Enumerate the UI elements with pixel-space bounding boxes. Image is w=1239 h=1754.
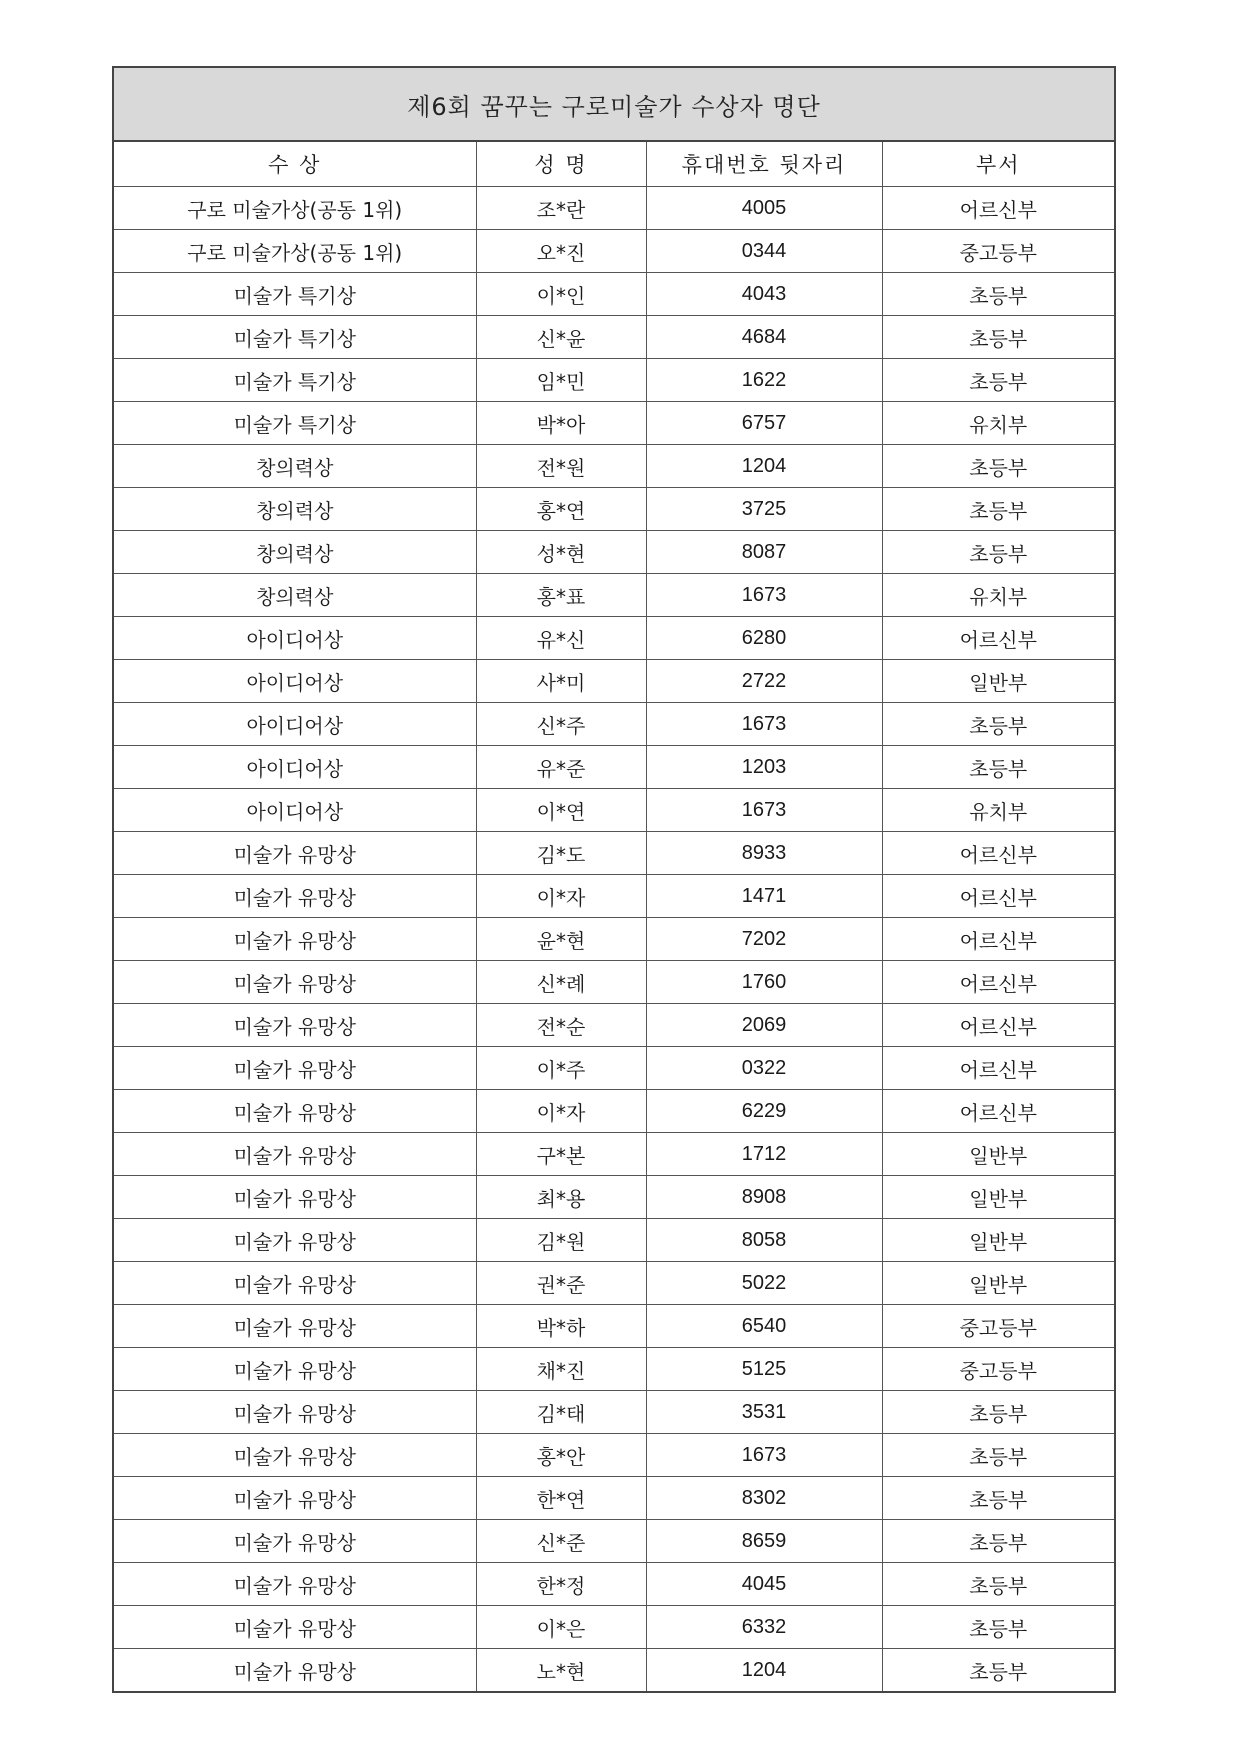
dept-cell: 초등부 xyxy=(882,1477,1114,1520)
award-cell: 아이디어상 xyxy=(114,789,476,832)
dept-cell: 어르신부 xyxy=(882,1004,1114,1047)
phone-cell: 2722 xyxy=(646,660,882,703)
table-row xyxy=(114,1090,1114,1133)
name-cell: 전*원 xyxy=(476,445,646,488)
table-row xyxy=(114,445,1114,488)
award-cell: 아이디어상 xyxy=(114,660,476,703)
table-row xyxy=(114,961,1114,1004)
name-cell: 유*준 xyxy=(476,746,646,789)
name-cell: 노*현 xyxy=(476,1649,646,1692)
name-cell: 전*순 xyxy=(476,1004,646,1047)
award-cell: 아이디어상 xyxy=(114,746,476,789)
name-cell: 한*정 xyxy=(476,1563,646,1606)
header-dept: 부서 xyxy=(882,142,1114,187)
table-row xyxy=(114,918,1114,961)
table-row xyxy=(114,617,1114,660)
phone-cell: 6540 xyxy=(646,1305,882,1348)
name-cell: 신*례 xyxy=(476,961,646,1004)
table-row xyxy=(114,273,1114,316)
table-row xyxy=(114,660,1114,703)
award-cell: 미술가 유망상 xyxy=(114,1520,476,1563)
dept-cell: 초등부 xyxy=(882,1391,1114,1434)
name-cell: 조*란 xyxy=(476,187,646,230)
phone-cell: 5022 xyxy=(646,1262,882,1305)
dept-cell: 초등부 xyxy=(882,531,1114,574)
name-cell: 한*연 xyxy=(476,1477,646,1520)
award-cell: 구로 미술가상(공동 1위) xyxy=(114,230,476,273)
award-cell: 미술가 유망상 xyxy=(114,1348,476,1391)
name-cell: 홍*연 xyxy=(476,488,646,531)
dept-cell: 어르신부 xyxy=(882,918,1114,961)
dept-cell: 유치부 xyxy=(882,402,1114,445)
award-cell: 미술가 유망상 xyxy=(114,961,476,1004)
table-row xyxy=(114,1563,1114,1606)
phone-cell: 1673 xyxy=(646,703,882,746)
phone-cell: 2069 xyxy=(646,1004,882,1047)
name-cell: 김*원 xyxy=(476,1219,646,1262)
award-cell: 미술가 특기상 xyxy=(114,402,476,445)
phone-cell: 1471 xyxy=(646,875,882,918)
award-cell: 창의력상 xyxy=(114,531,476,574)
award-cell: 미술가 유망상 xyxy=(114,1090,476,1133)
table-row xyxy=(114,703,1114,746)
award-cell: 미술가 유망상 xyxy=(114,1563,476,1606)
table-row xyxy=(114,402,1114,445)
dept-cell: 어르신부 xyxy=(882,961,1114,1004)
winners-table xyxy=(114,142,1114,1691)
dept-cell: 어르신부 xyxy=(882,617,1114,660)
table-row xyxy=(114,1047,1114,1090)
award-cell: 미술가 유망상 xyxy=(114,1649,476,1692)
header-name: 성 명 xyxy=(476,142,646,187)
name-cell: 최*용 xyxy=(476,1176,646,1219)
name-cell: 이*자 xyxy=(476,1090,646,1133)
table-row xyxy=(114,1520,1114,1563)
award-cell: 미술가 유망상 xyxy=(114,918,476,961)
header-award: 수 상 xyxy=(114,142,476,187)
table-header-row xyxy=(114,142,1114,187)
table-row xyxy=(114,531,1114,574)
name-cell: 김*태 xyxy=(476,1391,646,1434)
table-row xyxy=(114,1434,1114,1477)
table-row xyxy=(114,1477,1114,1520)
winners-sheet xyxy=(112,66,1116,1693)
table-body xyxy=(114,187,1114,1692)
name-cell: 신*주 xyxy=(476,703,646,746)
phone-cell: 1760 xyxy=(646,961,882,1004)
dept-cell: 초등부 xyxy=(882,488,1114,531)
table-row xyxy=(114,1219,1114,1262)
award-cell: 미술가 유망상 xyxy=(114,832,476,875)
name-cell: 홍*표 xyxy=(476,574,646,617)
phone-cell: 4684 xyxy=(646,316,882,359)
award-cell: 구로 미술가상(공동 1위) xyxy=(114,187,476,230)
name-cell: 성*현 xyxy=(476,531,646,574)
name-cell: 박*하 xyxy=(476,1305,646,1348)
name-cell: 권*준 xyxy=(476,1262,646,1305)
table-row xyxy=(114,746,1114,789)
dept-cell: 초등부 xyxy=(882,1606,1114,1649)
dept-cell: 일반부 xyxy=(882,1262,1114,1305)
award-cell: 아이디어상 xyxy=(114,703,476,746)
award-cell: 미술가 유망상 xyxy=(114,1219,476,1262)
name-cell: 구*본 xyxy=(476,1133,646,1176)
name-cell: 사*미 xyxy=(476,660,646,703)
phone-cell: 8302 xyxy=(646,1477,882,1520)
phone-cell: 4045 xyxy=(646,1563,882,1606)
name-cell: 이*인 xyxy=(476,273,646,316)
table-row xyxy=(114,1649,1114,1692)
table-row xyxy=(114,1606,1114,1649)
phone-cell: 1622 xyxy=(646,359,882,402)
award-cell: 미술가 특기상 xyxy=(114,359,476,402)
name-cell: 유*신 xyxy=(476,617,646,660)
phone-cell: 3531 xyxy=(646,1391,882,1434)
phone-cell: 8933 xyxy=(646,832,882,875)
phone-cell: 3725 xyxy=(646,488,882,531)
name-cell: 이*은 xyxy=(476,1606,646,1649)
name-cell: 채*진 xyxy=(476,1348,646,1391)
dept-cell: 초등부 xyxy=(882,316,1114,359)
phone-cell: 8659 xyxy=(646,1520,882,1563)
dept-cell: 일반부 xyxy=(882,660,1114,703)
phone-cell: 5125 xyxy=(646,1348,882,1391)
award-cell: 미술가 유망상 xyxy=(114,1391,476,1434)
award-cell: 미술가 유망상 xyxy=(114,1606,476,1649)
table-row xyxy=(114,1176,1114,1219)
phone-cell: 1203 xyxy=(646,746,882,789)
table-row xyxy=(114,1348,1114,1391)
table-row xyxy=(114,574,1114,617)
table-row xyxy=(114,1305,1114,1348)
dept-cell: 초등부 xyxy=(882,359,1114,402)
table-row xyxy=(114,1262,1114,1305)
dept-cell: 일반부 xyxy=(882,1133,1114,1176)
dept-cell: 초등부 xyxy=(882,445,1114,488)
award-cell: 미술가 유망상 xyxy=(114,875,476,918)
award-cell: 미술가 유망상 xyxy=(114,1004,476,1047)
dept-cell: 일반부 xyxy=(882,1176,1114,1219)
table-row xyxy=(114,789,1114,832)
dept-cell: 초등부 xyxy=(882,1520,1114,1563)
award-cell: 미술가 유망상 xyxy=(114,1176,476,1219)
table-row xyxy=(114,187,1114,230)
header-phone: 휴대번호 뒷자리 xyxy=(646,142,882,187)
phone-cell: 1204 xyxy=(646,445,882,488)
dept-cell: 유치부 xyxy=(882,574,1114,617)
phone-cell: 8087 xyxy=(646,531,882,574)
phone-cell: 1204 xyxy=(646,1649,882,1692)
name-cell: 오*진 xyxy=(476,230,646,273)
name-cell: 임*민 xyxy=(476,359,646,402)
phone-cell: 1673 xyxy=(646,574,882,617)
dept-cell: 어르신부 xyxy=(882,832,1114,875)
phone-cell: 0344 xyxy=(646,230,882,273)
award-cell: 미술가 유망상 xyxy=(114,1477,476,1520)
table-row xyxy=(114,230,1114,273)
table-row xyxy=(114,875,1114,918)
table-row xyxy=(114,1391,1114,1434)
table-row xyxy=(114,359,1114,402)
phone-cell: 6280 xyxy=(646,617,882,660)
phone-cell: 8908 xyxy=(646,1176,882,1219)
phone-cell: 0322 xyxy=(646,1047,882,1090)
phone-cell: 4043 xyxy=(646,273,882,316)
dept-cell: 초등부 xyxy=(969,1659,1028,1684)
phone-cell: 1673 xyxy=(646,789,882,832)
name-cell: 김*도 xyxy=(476,832,646,875)
award-cell: 미술가 특기상 xyxy=(114,273,476,316)
table-row xyxy=(114,1133,1114,1176)
dept-cell: 초등부 xyxy=(882,1563,1114,1606)
dept-cell: 초등부 xyxy=(882,746,1114,789)
dept-cell: 일반부 xyxy=(882,1219,1114,1262)
name-cell: 윤*현 xyxy=(476,918,646,961)
name-cell: 신*준 xyxy=(476,1520,646,1563)
name-cell: 홍*안 xyxy=(476,1434,646,1477)
dept-cell: 초등부 xyxy=(882,1434,1114,1477)
award-cell: 미술가 유망상 xyxy=(114,1047,476,1090)
dept-cell: 중고등부 xyxy=(882,230,1114,273)
document-title: 제6회 꿈꾸는 구로미술가 수상자 명단 xyxy=(114,68,1114,142)
table-row xyxy=(114,316,1114,359)
award-cell: 창의력상 xyxy=(114,574,476,617)
table-row xyxy=(114,832,1114,875)
award-cell: 창의력상 xyxy=(114,445,476,488)
dept-cell: 어르신부 xyxy=(882,1090,1114,1133)
table-row xyxy=(114,1004,1114,1047)
dept-cell: 중고등부 xyxy=(882,1348,1114,1391)
award-cell: 아이디어상 xyxy=(114,617,476,660)
phone-cell: 1673 xyxy=(646,1434,882,1477)
phone-cell: 4005 xyxy=(646,187,882,230)
dept-cell: 유치부 xyxy=(882,789,1114,832)
award-cell: 미술가 유망상 xyxy=(114,1305,476,1348)
phone-cell: 8058 xyxy=(646,1219,882,1262)
award-cell: 미술가 유망상 xyxy=(114,1434,476,1477)
name-cell: 신*윤 xyxy=(476,316,646,359)
phone-cell: 7202 xyxy=(646,918,882,961)
award-cell: 창의력상 xyxy=(114,488,476,531)
name-cell: 이*주 xyxy=(476,1047,646,1090)
phone-cell: 1712 xyxy=(646,1133,882,1176)
name-cell: 박*아 xyxy=(476,402,646,445)
award-cell: 미술가 유망상 xyxy=(114,1133,476,1176)
dept-cell: 어르신부 xyxy=(882,1047,1114,1090)
dept-cell: 어르신부 xyxy=(882,875,1114,918)
award-cell: 미술가 특기상 xyxy=(114,316,476,359)
phone-cell: 6229 xyxy=(646,1090,882,1133)
phone-cell: 6332 xyxy=(646,1606,882,1649)
award-cell: 미술가 유망상 xyxy=(114,1262,476,1305)
dept-cell: 초등부 xyxy=(882,703,1114,746)
dept-cell: 초등부 xyxy=(882,273,1114,316)
phone-cell: 6757 xyxy=(646,402,882,445)
table-row xyxy=(114,488,1114,531)
dept-cell: 어르신부 xyxy=(882,187,1114,230)
name-cell: 이*연 xyxy=(476,789,646,832)
dept-cell: 중고등부 xyxy=(882,1305,1114,1348)
name-cell: 이*자 xyxy=(476,875,646,918)
